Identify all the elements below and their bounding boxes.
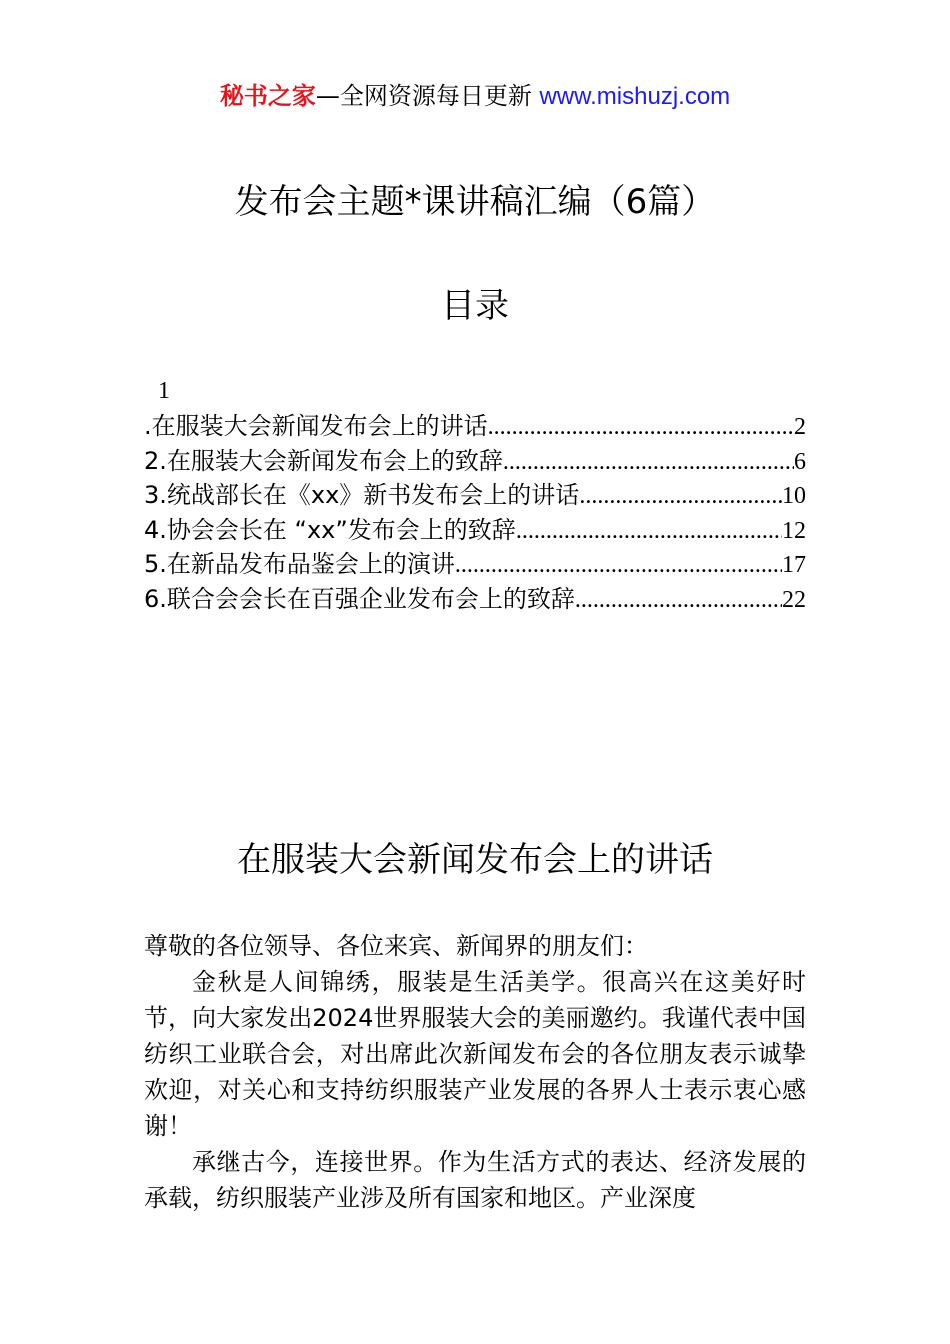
toc-dot-leader: [503, 445, 794, 479]
toc-dot-leader: [579, 479, 782, 513]
toc-entry-title: 5.在新品发布品鉴会上的演讲: [144, 550, 455, 579]
toc-entry-title: 6.联合会会长在百强企业发布会上的致辞: [144, 584, 575, 613]
toc-entry[interactable]: [144, 513, 806, 548]
toc-number-prefix: 1: [158, 378, 170, 404]
toc-entry-page: 6: [794, 448, 806, 475]
toc-entry[interactable]: [144, 547, 806, 582]
article-salutation: 尊敬的各位领导、各位来宾、新闻界的朋友们：: [144, 932, 648, 960]
toc-entry-page: 22: [782, 586, 806, 613]
header-tagline: —全网资源每日更新: [315, 82, 532, 110]
toc-entry-title: 3.统战部长在《xx》新书发布会上的讲话: [144, 481, 580, 510]
toc-entry-page: 10: [782, 483, 806, 510]
article-title: 在服装大会新闻发布会上的讲话: [237, 840, 713, 880]
toc-entry[interactable]: [144, 582, 806, 617]
article-body: [144, 928, 806, 1216]
article-paragraph: 承继古今，连接世界。作为生活方式的表达、经济发展的承载，纺织服装产业涉及所有国家和地区。产业深度: [144, 1148, 806, 1212]
toc-entry-title: 2.在服装大会新闻发布会上的致辞: [144, 446, 503, 475]
toc-dot-leader: [488, 410, 794, 444]
toc-entry[interactable]: [144, 409, 806, 444]
document-title: 发布会主题*课讲稿汇编（6篇）: [234, 182, 716, 222]
toc-heading: 目录: [441, 286, 509, 326]
toc-dot-leader: [455, 548, 782, 582]
toc-entry[interactable]: [144, 444, 806, 479]
toc-dot-leader: [575, 583, 782, 617]
article-paragraph: 金秋是人间锦绣，服装是生活美学。很高兴在这美好时节，向大家发出2024世界服装大会的美丽邀约。我谨代表中国纺织工业联合会，对出席此次新闻发布会的各位朋友表示诚挚欢迎，对关心和支持纺织服装产业发展的各界人士表示衷心感谢！: [144, 968, 806, 1140]
toc-dot-leader: [516, 514, 782, 548]
toc-entry-page: 17: [782, 552, 806, 579]
site-header-banner: [0, 80, 950, 113]
toc-entry-page: 2: [794, 414, 806, 440]
toc-entry-title: .在服装大会新闻发布会上的讲话: [144, 412, 488, 440]
toc-entry[interactable]: [144, 478, 806, 513]
brand-name: 秘书之家: [219, 82, 316, 110]
site-url-link[interactable]: www.mishuzj.com: [539, 83, 731, 110]
toc-entry-title: 4.协会会长在 “xx”发布会上的致辞: [144, 515, 516, 544]
table-of-contents: [144, 409, 806, 617]
toc-entry-page: 12: [782, 517, 806, 544]
